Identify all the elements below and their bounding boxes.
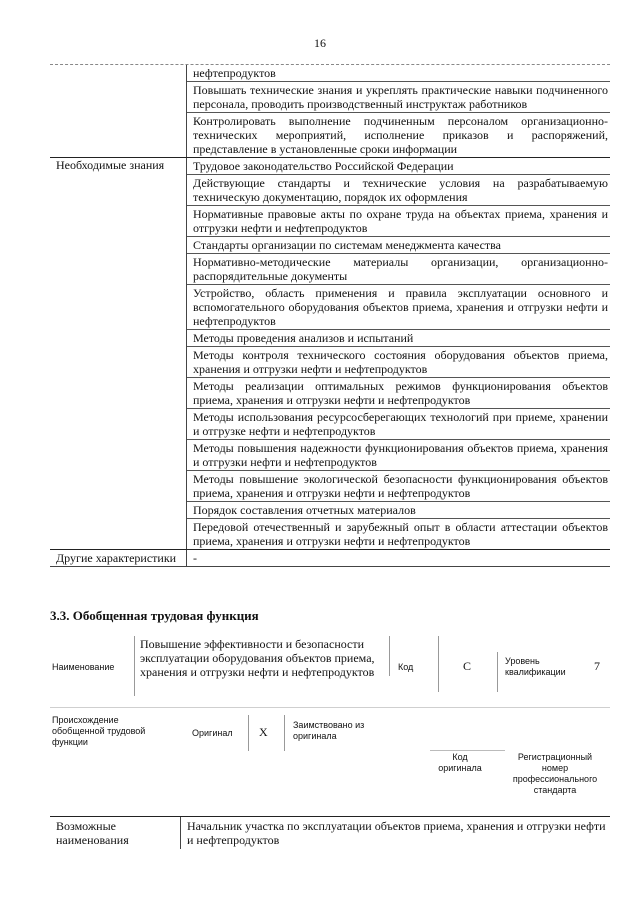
borrowed-label: Заимствовано из оригинала: [293, 720, 365, 741]
list-item: Методы проведения анализов и испытаний: [187, 329, 610, 346]
code-caption: Код оригинала: [438, 752, 482, 773]
divider: [438, 636, 439, 692]
knowledge-label: Необходимые знания: [56, 158, 165, 172]
divider: [389, 636, 390, 676]
reg-caption: Регистрационный номер профессионального стандарта: [512, 752, 598, 795]
code-value: С: [463, 659, 472, 673]
possible-names-value: Начальник участка по эксплуатации объектов приема, хранения и отгрузки нефти и нефтепродуктов: [180, 817, 610, 849]
knowledge-items: [186, 158, 610, 549]
level-value: 7: [594, 659, 600, 673]
knowledge-row: [50, 157, 610, 549]
divider: [284, 715, 285, 751]
possible-names-table: [50, 816, 610, 849]
list-item: Методы использования ресурсосберегающих технологий при приеме, хранении и отгрузке нефти и нефтепродуктов: [187, 408, 610, 439]
list-item: Методы контроля технического состояния оборудования объектов приема, хранения и отгрузки нефти и нефтепродуктов: [187, 346, 610, 377]
level-label: Уровень квалификации: [505, 656, 566, 677]
list-item: Нормативно-методические материалы организации, организационно-распорядительные документы: [187, 253, 610, 284]
list-item: Методы повышение экологической безопасности функционирования объектов приема, хранения и отгрузки нефти и нефтепродуктов: [187, 470, 610, 501]
other-label: Другие характеристики: [56, 551, 177, 565]
function-name: Повышение эффективности и безопасности эксплуатации оборудования объектов приема, хранения и отгрузки нефти и нефтепродуктов: [140, 637, 375, 679]
list-item: Контролировать выполнение подчиненным персоналом организационно-технических мероприятий, исполнение приказов и распоряжений, представление в установленные сроки информации: [187, 112, 610, 157]
divider: [248, 715, 249, 751]
other-row: [50, 549, 610, 567]
list-item: Методы повышения надежности функционирования объектов приема, хранения и отгрузки нефти и нефтепродуктов: [187, 439, 610, 470]
list-item: Повышать технические знания и укреплять практические навыки подчиненного персонала, проводить производственный инструктаж работников: [187, 81, 610, 112]
continuation-items: [186, 65, 610, 157]
list-item: Стандарты организации по системам менеджмента качества: [187, 236, 610, 253]
other-value: -: [193, 551, 197, 565]
list-item: Методы реализации оптимальных режимов функционирования объектов приема, хранения и отгрузки нефти и нефтепродуктов: [187, 377, 610, 408]
list-item: Нормативные правовые акты по охране труда на объектах приема, хранения и отгрузки нефти и нефтепродуктов: [187, 205, 610, 236]
code-label: Код: [398, 662, 414, 672]
divider: [50, 707, 610, 708]
list-item: Передовой отечественный и зарубежный опыт в области аттестации объектов приема, хранения и отгрузки нефти и нефтепродуктов: [187, 518, 610, 549]
continuation-row: [50, 64, 610, 157]
divider: [497, 652, 498, 692]
list-item: нефтепродуктов: [193, 66, 276, 80]
list-item: Трудовое законодательство Российской Федерации: [193, 159, 454, 173]
requirements-table: [50, 64, 610, 567]
list-item: Устройство, область применения и правила эксплуатации основного и вспомогательного оборудования объектов приема, хранения и отгрузки нефти и нефтепродуктов: [187, 284, 610, 329]
name-label: Наименование: [52, 662, 115, 672]
section-title: 3.3. Обобщенная трудовая функция: [50, 608, 259, 623]
divider: [430, 750, 505, 751]
list-item: Порядок составления отчетных материалов: [187, 501, 610, 518]
original-label: Оригинал: [192, 728, 233, 738]
original-mark: X: [259, 725, 268, 739]
origin-label: Происхождение обобщенной трудовой функции: [52, 715, 146, 747]
divider: [134, 636, 135, 696]
possible-names-label: Возможные наименования: [56, 819, 129, 847]
page-number: 16: [314, 36, 326, 50]
continuation-label: [50, 65, 186, 157]
list-item: Действующие стандарты и технические условия на разрабатываемую техническую документацию, порядок их оформления: [187, 174, 610, 205]
other-value-cell: [186, 550, 610, 566]
